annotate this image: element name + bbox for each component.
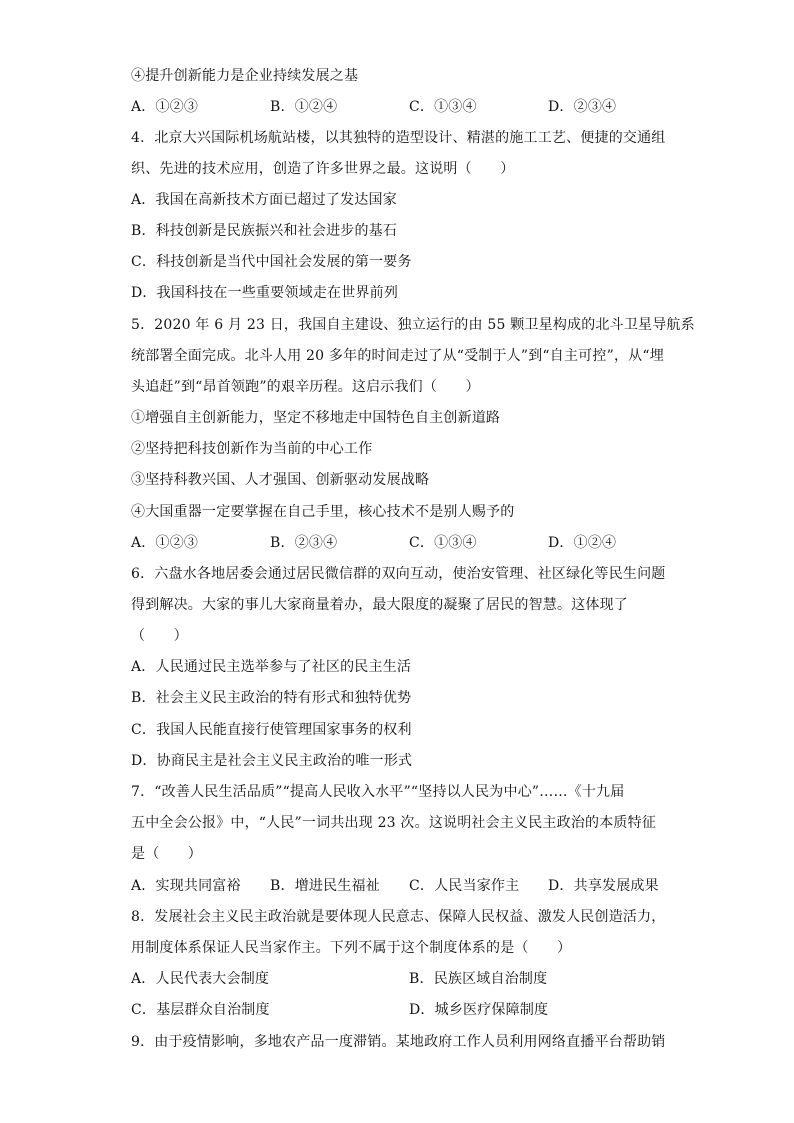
q3-option-d: D．②③④ bbox=[548, 99, 617, 115]
q7-option-a: A．实现共同富裕 bbox=[131, 878, 241, 894]
q7-stem-line-1: 7．“改善人民生活品质”“提高人民收入水平”“坚持以人民为中心”……《十九届 bbox=[131, 784, 625, 800]
q6-option-b: B．社会主义民主政治的特有形式和独特优势 bbox=[131, 690, 412, 706]
q4-option-b: B．科技创新是民族振兴和社会进步的基石 bbox=[131, 223, 398, 239]
q6-stem-line-1: 6．六盘水各地居委会通过居民微信群的双向互动，使治安管理、社区绿化等民生问题 bbox=[131, 566, 666, 582]
q7-option-d: D．共享发展成果 bbox=[548, 878, 659, 894]
q5-option-c: C．①③④ bbox=[409, 535, 477, 551]
q5-stem-line-3: 头追赶”到“昂首领跑”的艰辛历程。这启示我们（ ） bbox=[131, 379, 480, 395]
q6-option-a: A．人民通过民主选举参与了社区的民主生活 bbox=[131, 659, 412, 675]
q5-option-d: D．①②④ bbox=[548, 535, 617, 551]
q3-option-b: B．①②④ bbox=[270, 99, 338, 115]
q5-option-b: B．②③④ bbox=[270, 535, 338, 551]
q3-option-a: A．①②③ bbox=[131, 99, 199, 115]
q8-option-b: B．民族区域自治制度 bbox=[409, 971, 548, 987]
q8-option-c: C．基层群众自治制度 bbox=[131, 1002, 270, 1018]
q5-stem-line-2: 统部署全面完成。北斗人用 20 多年的时间走过了从“受制于人”到“自主可控”，从“埋 bbox=[131, 348, 664, 364]
q7-option-b: B．增进民生福祉 bbox=[270, 878, 380, 894]
q5-statement-4: ④大国重器一定要掌握在自己手里，核心技术不是别人赐予的 bbox=[131, 504, 515, 520]
q4-option-a: A．我国在高新技术方面已超过了发达国家 bbox=[131, 192, 397, 208]
q8-stem-line-2: 用制度体系保证人民当家作主。下列不属于这个制度体系的是（ ） bbox=[131, 940, 572, 956]
q8-stem-line-1: 8．发展社会主义民主政治就是要体现人民意志、保障人民权益、激发人民创造活力， bbox=[131, 909, 666, 925]
q3-option-c: C．①③④ bbox=[409, 99, 477, 115]
q4-stem-line-2: 织、先进的技术应用，创造了许多世界之最。这说明（ ） bbox=[131, 161, 515, 177]
q7-option-c: C．人民当家作主 bbox=[409, 878, 520, 894]
q5-stem-line-1: 5．2020 年 6 月 23 日，我国自主建设、独立运行的由 55 颗卫星构成的北斗卫星导航系 bbox=[131, 317, 695, 333]
q7-stem-line-2: 五中全会公报》中，“人民”一词共出现 23 次。这说明社会主义民主政治的本质特征 bbox=[131, 815, 657, 831]
q4-stem-line-1: 4．北京大兴国际机场航站楼，以其独特的造型设计、精湛的施工工艺、便捷的交通组 bbox=[131, 130, 666, 146]
q6-option-d: D．协商民主是社会主义民主政治的唯一形式 bbox=[131, 753, 413, 769]
q8-option-d: D．城乡医疗保障制度 bbox=[409, 1002, 549, 1018]
q3-statement-4: ④提升创新能力是企业持续发展之基 bbox=[131, 68, 359, 84]
q4-option-d: D．我国科技在一些重要领域走在世界前列 bbox=[131, 285, 399, 301]
q8-option-a: A．人民代表大会制度 bbox=[131, 971, 270, 987]
q6-stem-line-3: （ ） bbox=[131, 628, 188, 644]
q5-option-a: A．①②③ bbox=[131, 535, 199, 551]
q5-statement-3: ③坚持科教兴国、人才强国、创新驱动发展战略 bbox=[131, 472, 430, 488]
q6-stem-line-2: 得到解决。大家的事儿大家商量着办，最大限度的凝聚了居民的智慧。这体现了 bbox=[131, 597, 628, 613]
q5-statement-1: ①增强自主创新能力，坚定不移地走中国特色自主创新道路 bbox=[131, 410, 501, 426]
q7-stem-line-3: 是（ ） bbox=[131, 846, 202, 862]
q4-option-c: C．科技创新是当代中国社会发展的第一要务 bbox=[131, 254, 412, 270]
q6-option-c: C．我国人民能直接行使管理国家事务的权利 bbox=[131, 722, 412, 738]
q5-statement-2: ②坚持把科技创新作为当前的中心工作 bbox=[131, 441, 373, 457]
q9-stem-line-1: 9．由于疫情影响，多地农产品一度滞销。某地政府工作人员利用网络直播平台帮助销 bbox=[131, 1034, 666, 1050]
